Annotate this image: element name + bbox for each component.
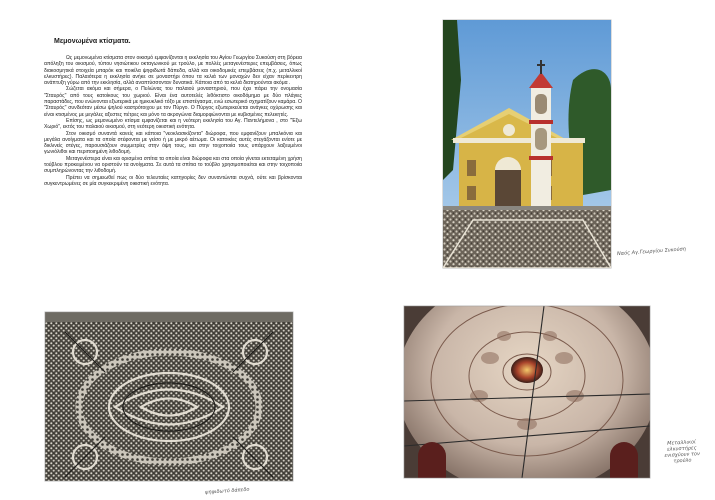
- dome-photo: [404, 306, 650, 478]
- church-photo: [443, 20, 611, 268]
- paragraph-6: Πρέπει να σημειωθεί πως οι δύο τελευταίες κατηγορίες δεν συναντώνται συχνά, ούτε και βρίσκονται συγκεντρωμένες σε μία συγκεκριμένη οικιστική ενότητα.: [44, 174, 302, 187]
- paragraph-2: Σώζεται ακόμα και σήμερα, ο Πυλώνας του παλαιού μοναστηριού, που έχει πάρει την ονομασία "Σταυρός" από τους κατοίκους του χωριού. Είναι ένα αυτοτελές λιθόκτιστο οικοδόμημα με δύο πλάγιες παραστάδες, που ενώνονται εξωτερικά με ημικυκλικό τόξο με επιστέγασμα, ενώ εσωτερικό σχηματίζουν καμάρα. Ο "Σταυρός" συνδεόταν μέσω ψηλού καστρότοιχου με τον Πύργο. Ο Πύργος εξωτερικεύεται ανάγκες οχύρωσης και είναι κτισμένος με μεγάλες αξεστες πέτρες και μόνο τα ακρογώνια διαμορφώνονται με κυβισμένες πελεκητές.: [44, 86, 302, 118]
- paragraph-1: Ως μεμονωμένα κτίσματα στον οικισμό εμφανίζονται η εκκλησία του Αγίου Γεωργίου Συκούση στη βόρεια απόληξη του οικισμού, τύπου νησιώτικου οκταγωνικού με τρούλο, με πολλές μεταγενέστερες επεμβάσεις, όπως διακοσμητικά στοιχεία μπαρόκ και ποικίλα ψηφιδωτά δάπεδα, αλλά και οικοδομικές επεμβάσεις (π.χ. μεταλλικοί ελκυστήρες). Παλαιότερα η εκκλησία ανήκε σε μοναστήρι όπου τα κελιά των μοναχών δεν είχαν περίκεντρη ανάπτυξη γύρω από την εκκλησία, αλλά αναπτύσσονταν δυνατικά. Κάποια από τα κελιά διατηρούνται ακόμα .: [44, 55, 302, 87]
- pebble-floor-photo: [45, 312, 293, 481]
- paragraph-3: Επίσης, ως μεμονωμένο κτίσμα εμφανίζεται και η νεότερη εκκλησία του Αγ. Παντελήμονα , στο "Έξω Χωριό", εκτός του παλαιού οικισμού, στη νεότερη οικιστική ενότητα.: [44, 117, 302, 131]
- church-caption: Ναός Αγ.Γεωργίου Συκούση: [616, 246, 687, 258]
- text-column: [44, 38, 302, 187]
- section-title: Μεμονωμένα κτίσματα.: [54, 38, 131, 45]
- pebble-floor-caption: ψηφιδωτό δάπεδο: [204, 486, 250, 496]
- paragraph-4: Στον οικισμό συναντά κανείς και κάποια "νεοκλασικίζοντα" διώροφα, που εμφανίζουν μπαλκόνια και μεγάλα ανοίγματα και τα οποία στέφονται με γείσο ή με μικρό αέτωμα. Οι κατοικίες αυτές στεγάζονται ενίοτε με δικλινείς στέγες, παρουσιάζουν συμμετρίες στην όψη τους, και στην τοιχοποιία τους υπάρχουν λαξευμένοι γωνιόλιθοι και περιποιημένη λιθοδομή.: [44, 130, 302, 156]
- dome-caption: Μεταλλικοί ελκυστήρες ενισχύουν τον τρούλο: [664, 439, 700, 465]
- paragraph-5: Μεταγενέστερα είναι και ορισμένα σπίτια τα οποία είναι διώροφα και στα οποία γίνεται εκτεταμένη χρήση τούβλου προκειμένου να οριστούν τα ανοίγματα. Σε αυτά τα σπίτια το τούβλο χρησιμοποιείται και στην τοιχοποιία συμπληρώνοντας την λιθοδομή.: [44, 155, 302, 175]
